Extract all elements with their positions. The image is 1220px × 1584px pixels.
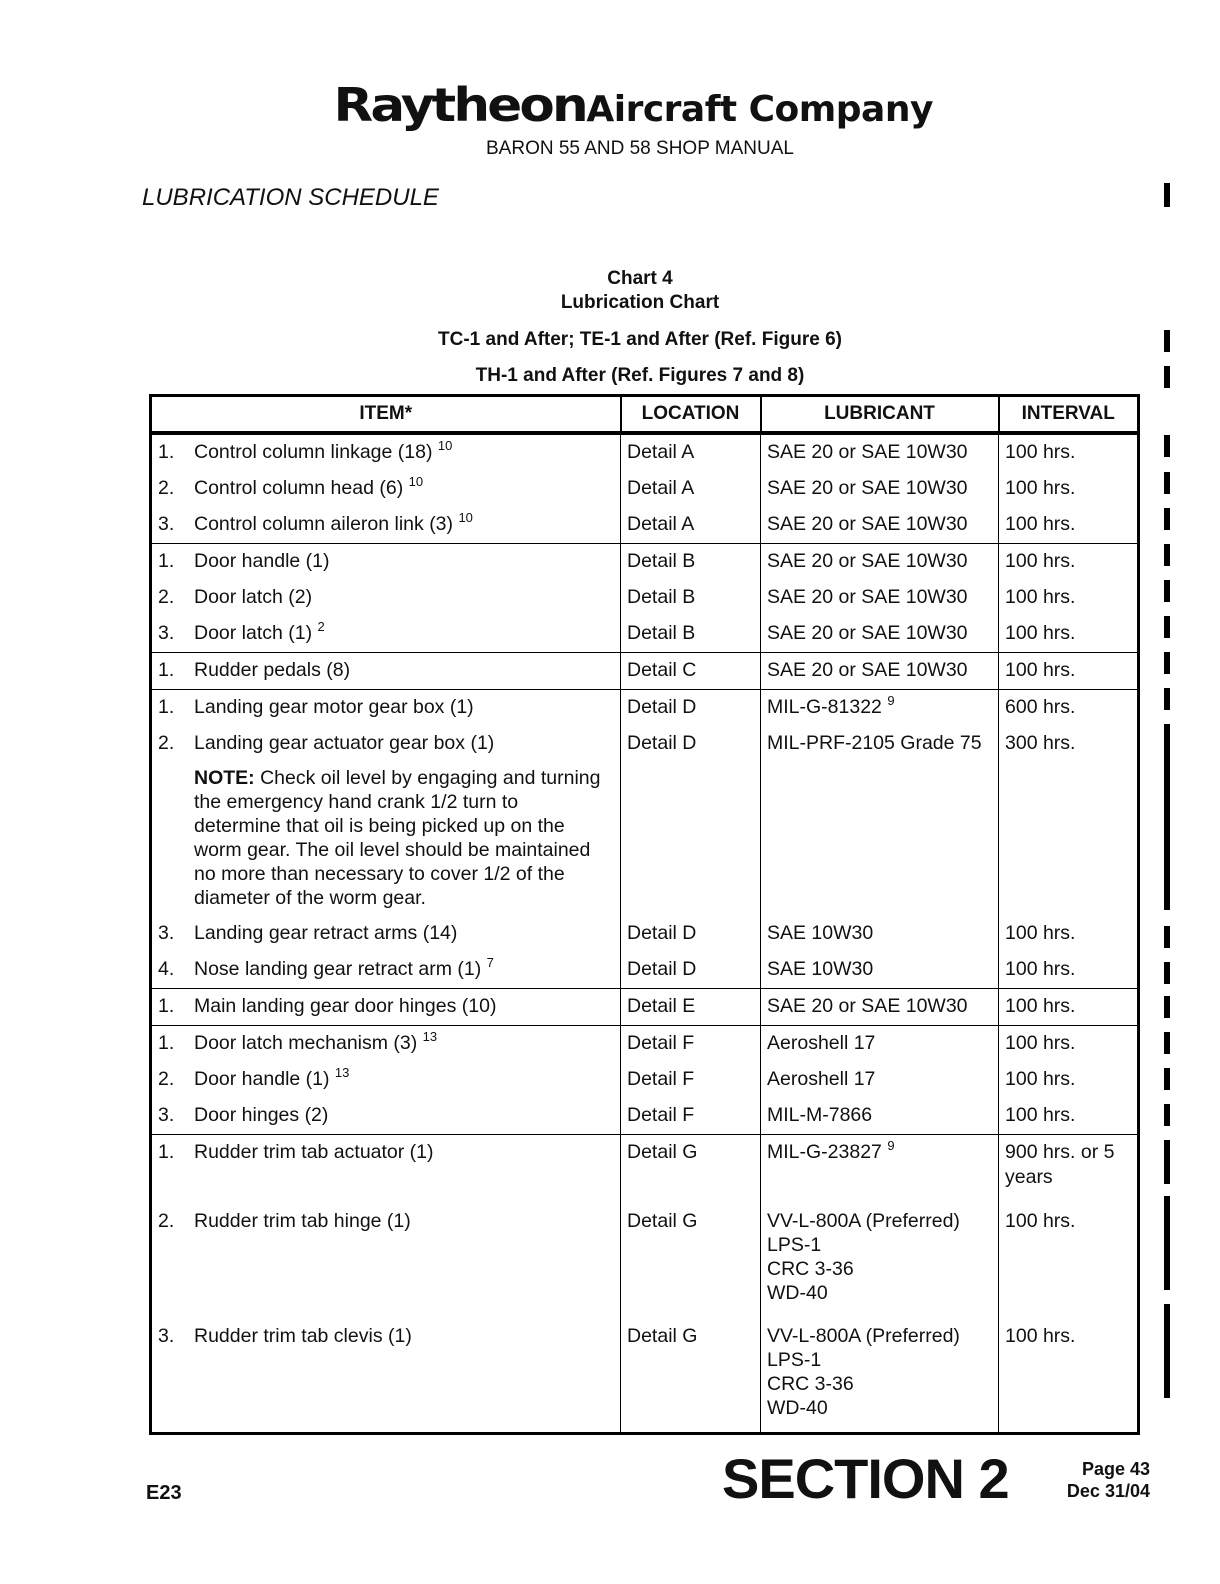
- change-bar: [1164, 688, 1170, 710]
- lubricant-name: SAE 20 or SAE 10W30: [767, 659, 968, 681]
- lubricant-cell: [761, 1319, 999, 1434]
- page-code: E23: [146, 1482, 182, 1504]
- change-bar: [1164, 472, 1170, 494]
- item-name: Rudder trim tab hinge (1): [194, 1210, 411, 1232]
- footnote-ref: 9: [887, 1138, 895, 1153]
- item-number: 1.: [158, 550, 175, 572]
- page-number: Page 43: [1081, 1459, 1150, 1479]
- location-cell: Detail A: [621, 471, 761, 507]
- interval-cell: 100 hrs.: [999, 989, 1139, 1026]
- item-name: Landing gear actuator gear box (1): [194, 732, 495, 754]
- table-row: [151, 952, 1139, 989]
- table-header-row: [151, 396, 1139, 434]
- lubricant-name: MIL-PRF-2105 Grade 75: [767, 732, 982, 754]
- location-cell: Detail G: [621, 1135, 761, 1205]
- lubricant-cell: [761, 433, 999, 471]
- interval-cell: 300 hrs.: [999, 726, 1139, 916]
- item-name: Nose landing gear retract arm (1): [194, 958, 482, 980]
- lubricant-cell: [761, 616, 999, 653]
- table-row: [151, 1135, 1139, 1205]
- change-bar: [1164, 1104, 1170, 1126]
- lubricant-cell: [761, 1204, 999, 1319]
- item-cell: [151, 544, 621, 581]
- interval-cell: 100 hrs.: [999, 507, 1139, 544]
- item-name: Control column aileron link (3): [194, 513, 454, 535]
- brand-logo: Raytheon: [333, 78, 586, 132]
- lubricant-option: VV-L-800A (Preferred): [767, 1210, 960, 1232]
- page-header: [0, 78, 1220, 160]
- item-cell: [151, 433, 621, 471]
- change-bar: [1164, 330, 1170, 352]
- change-bar: [1164, 544, 1170, 566]
- item-name: Rudder trim tab actuator (1): [194, 1141, 434, 1163]
- lubricant-cell: [761, 1062, 999, 1098]
- lubricant-cell: [761, 1135, 999, 1205]
- item-cell: [151, 952, 621, 989]
- lubricant-option: CRC 3-36: [767, 1373, 854, 1395]
- table-row: [151, 690, 1139, 727]
- lubricant-name: SAE 10W30: [767, 958, 874, 980]
- item-cell: [151, 1026, 621, 1063]
- item-number: 3.: [158, 513, 175, 535]
- change-bar: [1164, 183, 1170, 207]
- interval-cell: 100 hrs.: [999, 580, 1139, 616]
- lubricant-name: MIL-G-81322: [767, 696, 882, 718]
- interval-cell: 600 hrs.: [999, 690, 1139, 727]
- interval-cell: 100 hrs.: [999, 433, 1139, 471]
- item-number: 1.: [158, 1032, 175, 1054]
- lubricant-cell: [761, 726, 999, 916]
- interval-cell: 100 hrs.: [999, 653, 1139, 690]
- item-number: 4.: [158, 958, 175, 980]
- item-cell: [151, 471, 621, 507]
- table-body: [151, 433, 1139, 1434]
- lubricant-name: SAE 20 or SAE 10W30: [767, 995, 968, 1017]
- lubricant-name: SAE 20 or SAE 10W30: [767, 513, 968, 535]
- table-row: [151, 544, 1139, 581]
- location-cell: Detail B: [621, 544, 761, 581]
- location-cell: Detail D: [621, 690, 761, 727]
- item-name: Door latch mechanism (3): [194, 1032, 418, 1054]
- item-name: Rudder trim tab clevis (1): [194, 1325, 412, 1347]
- location-cell: Detail G: [621, 1319, 761, 1434]
- lubricant-cell: [761, 580, 999, 616]
- lubricant-cell: [761, 507, 999, 544]
- location-cell: Detail F: [621, 1062, 761, 1098]
- header-interval: INTERVAL: [999, 396, 1139, 434]
- footnote-ref: 13: [422, 1029, 438, 1044]
- lubricant-name: SAE 20 or SAE 10W30: [767, 477, 968, 499]
- location-cell: Detail B: [621, 616, 761, 653]
- interval-cell: 100 hrs.: [999, 1062, 1139, 1098]
- item-name: Door handle (1): [194, 1068, 330, 1090]
- lubricant-option: LPS-1: [767, 1234, 822, 1256]
- change-bar: [1164, 508, 1170, 530]
- item-name: Landing gear retract arms (14): [194, 922, 458, 944]
- table-row: [151, 726, 1139, 916]
- change-bar: [1164, 1032, 1170, 1054]
- lubricant-name: Aeroshell 17: [767, 1068, 876, 1090]
- table-row: [151, 989, 1139, 1026]
- change-bar: [1164, 435, 1170, 457]
- item-cell: [151, 1098, 621, 1135]
- location-cell: Detail A: [621, 507, 761, 544]
- item-number: 2.: [158, 1210, 175, 1232]
- lubricant-cell: [761, 471, 999, 507]
- chart-subtitle-1: TC-1 and After; TE-1 and After (Ref. Figure 6): [438, 329, 842, 350]
- table-row: [151, 433, 1139, 471]
- header-item: ITEM*: [151, 396, 621, 434]
- item-number: 1.: [158, 441, 175, 463]
- item-cell: [151, 989, 621, 1026]
- item-cell: [151, 653, 621, 690]
- interval-cell: 100 hrs.: [999, 1204, 1139, 1319]
- table-row: [151, 916, 1139, 952]
- location-cell: Detail F: [621, 1098, 761, 1135]
- header-location: LOCATION: [621, 396, 761, 434]
- interval-cell: 100 hrs.: [999, 1098, 1139, 1135]
- item-number: 2.: [158, 477, 175, 499]
- location-cell: Detail E: [621, 989, 761, 1026]
- lubricant-name: Aeroshell 17: [767, 1032, 876, 1054]
- item-cell: [151, 916, 621, 952]
- lubricant-list: [767, 1324, 992, 1420]
- item-name: Control column head (6): [194, 477, 404, 499]
- item-number: 3.: [158, 1104, 175, 1126]
- item-name: Door hinges (2): [194, 1104, 329, 1126]
- lubrication-table: [149, 394, 1140, 1435]
- location-cell: Detail D: [621, 952, 761, 989]
- footnote-ref: 10: [408, 474, 424, 489]
- change-bar: [1164, 652, 1170, 674]
- location-cell: Detail A: [621, 433, 761, 471]
- lubricant-name: SAE 20 or SAE 10W30: [767, 622, 968, 644]
- item-number: 3.: [158, 1325, 175, 1347]
- section-title: LUBRICATION SCHEDULE: [142, 184, 439, 211]
- item-number: 2.: [158, 1068, 175, 1090]
- item-cell: [151, 580, 621, 616]
- location-cell: Detail D: [621, 916, 761, 952]
- item-number: 3.: [158, 922, 175, 944]
- table-row: [151, 653, 1139, 690]
- footnote-ref: 10: [437, 438, 453, 453]
- location-cell: Detail G: [621, 1204, 761, 1319]
- chart-subtitle-2: TH-1 and After (Ref. Figures 7 and 8): [475, 365, 805, 386]
- interval-cell: 100 hrs.: [999, 952, 1139, 989]
- item-cell: [151, 726, 621, 916]
- lubricant-option: LPS-1: [767, 1349, 822, 1371]
- lubricant-cell: [761, 916, 999, 952]
- item-number: 1.: [158, 696, 175, 718]
- change-bar: [1164, 926, 1170, 948]
- table-row: [151, 1026, 1139, 1063]
- item-cell: [151, 507, 621, 544]
- location-cell: Detail B: [621, 580, 761, 616]
- footnote-ref: 2: [317, 619, 325, 634]
- table-row: [151, 616, 1139, 653]
- lubricant-cell: [761, 989, 999, 1026]
- item-cell: [151, 1062, 621, 1098]
- change-bar: [1164, 1304, 1170, 1398]
- footnote-ref: 9: [887, 693, 895, 708]
- table-row: [151, 471, 1139, 507]
- lubricant-cell: [761, 1026, 999, 1063]
- lubricant-option: CRC 3-36: [767, 1258, 854, 1280]
- lubricant-name: SAE 20 or SAE 10W30: [767, 441, 968, 463]
- table-row: [151, 580, 1139, 616]
- interval-cell: 100 hrs.: [999, 616, 1139, 653]
- item-number: 1.: [158, 1141, 175, 1163]
- company-name: Aircraft Company: [586, 89, 933, 130]
- change-bar: [1164, 962, 1170, 984]
- item-name: Rudder pedals (8): [194, 659, 351, 681]
- change-bar: [1164, 366, 1170, 388]
- item-number: 2.: [158, 586, 175, 608]
- interval-cell: 900 hrs. or 5 years: [999, 1135, 1139, 1205]
- interval-cell: 100 hrs.: [999, 471, 1139, 507]
- item-name: Main landing gear door hinges (10): [194, 995, 497, 1017]
- lubricant-list: [767, 1209, 992, 1305]
- item-cell: [151, 690, 621, 727]
- note-text: Check oil level by engaging and turning the emergency hand crank 1/2 turn to determine that oil is being picked up on the worm gear. The oil level should be maintained no more than necessary to cover 1/2 of the diameter of the worm gear.: [194, 767, 601, 909]
- item-name: Landing gear motor gear box (1): [194, 696, 474, 718]
- location-cell: Detail C: [621, 653, 761, 690]
- lubricant-name: MIL-G-23827: [767, 1141, 882, 1163]
- interval-cell: 100 hrs.: [999, 1026, 1139, 1063]
- change-bar: [1164, 1196, 1170, 1290]
- item-note: [158, 766, 610, 910]
- footnote-ref: 10: [458, 510, 473, 525]
- lubricant-option: WD-40: [767, 1282, 828, 1304]
- change-bar: [1164, 580, 1170, 602]
- lubricant-cell: [761, 690, 999, 727]
- lubricant-cell: [761, 653, 999, 690]
- item-number: 1.: [158, 995, 175, 1017]
- chart-number: Chart 4: [607, 268, 673, 289]
- lubricant-cell: [761, 544, 999, 581]
- lubricant-cell: [761, 1098, 999, 1135]
- interval-cell: 100 hrs.: [999, 544, 1139, 581]
- lubricant-name: MIL-M-7866: [767, 1104, 873, 1126]
- table-row: [151, 1062, 1139, 1098]
- lubricant-option: VV-L-800A (Preferred): [767, 1325, 960, 1347]
- item-cell: [151, 1319, 621, 1434]
- change-bar: [1164, 1068, 1170, 1090]
- item-name: Door handle (1): [194, 550, 330, 572]
- item-cell: [151, 1204, 621, 1319]
- item-number: 2.: [158, 732, 175, 754]
- lubricant-name: SAE 20 or SAE 10W30: [767, 586, 968, 608]
- lubricant-option: WD-40: [767, 1397, 828, 1419]
- change-bar: [1164, 616, 1170, 638]
- interval-cell: 100 hrs.: [999, 1319, 1139, 1434]
- lubricant-name: SAE 20 or SAE 10W30: [767, 550, 968, 572]
- interval-cell: 100 hrs.: [999, 916, 1139, 952]
- brand-logo-line: [333, 78, 933, 132]
- lubricant-cell: [761, 952, 999, 989]
- table-row: [151, 1319, 1139, 1434]
- change-bar: [1164, 996, 1170, 1018]
- location-cell: Detail F: [621, 1026, 761, 1063]
- page-date: Dec 31/04: [1066, 1481, 1150, 1501]
- item-number: 1.: [158, 659, 175, 681]
- item-name: Control column linkage (18): [194, 441, 433, 463]
- table-row: [151, 1098, 1139, 1135]
- section-label: SECTION 2: [722, 1447, 1009, 1510]
- page-info: [1050, 1458, 1150, 1502]
- footnote-ref: 13: [334, 1065, 350, 1080]
- chart-title: Lubrication Chart: [560, 292, 720, 313]
- manual-title: BARON 55 AND 58 SHOP MANUAL: [486, 138, 794, 159]
- lubricant-name: SAE 10W30: [767, 922, 874, 944]
- location-cell: Detail D: [621, 726, 761, 916]
- footnote-ref: 7: [486, 955, 494, 970]
- header-lubricant: LUBRICANT: [761, 396, 999, 434]
- change-bar: [1164, 1140, 1170, 1184]
- note-label: NOTE:: [194, 767, 255, 789]
- item-name: Door latch (2): [194, 586, 313, 608]
- change-bar: [1164, 724, 1170, 910]
- item-number: 3.: [158, 622, 175, 644]
- table-row: [151, 507, 1139, 544]
- table-row: [151, 1204, 1139, 1319]
- item-cell: [151, 1135, 621, 1205]
- item-name: Door latch (1): [194, 622, 313, 644]
- item-cell: [151, 616, 621, 653]
